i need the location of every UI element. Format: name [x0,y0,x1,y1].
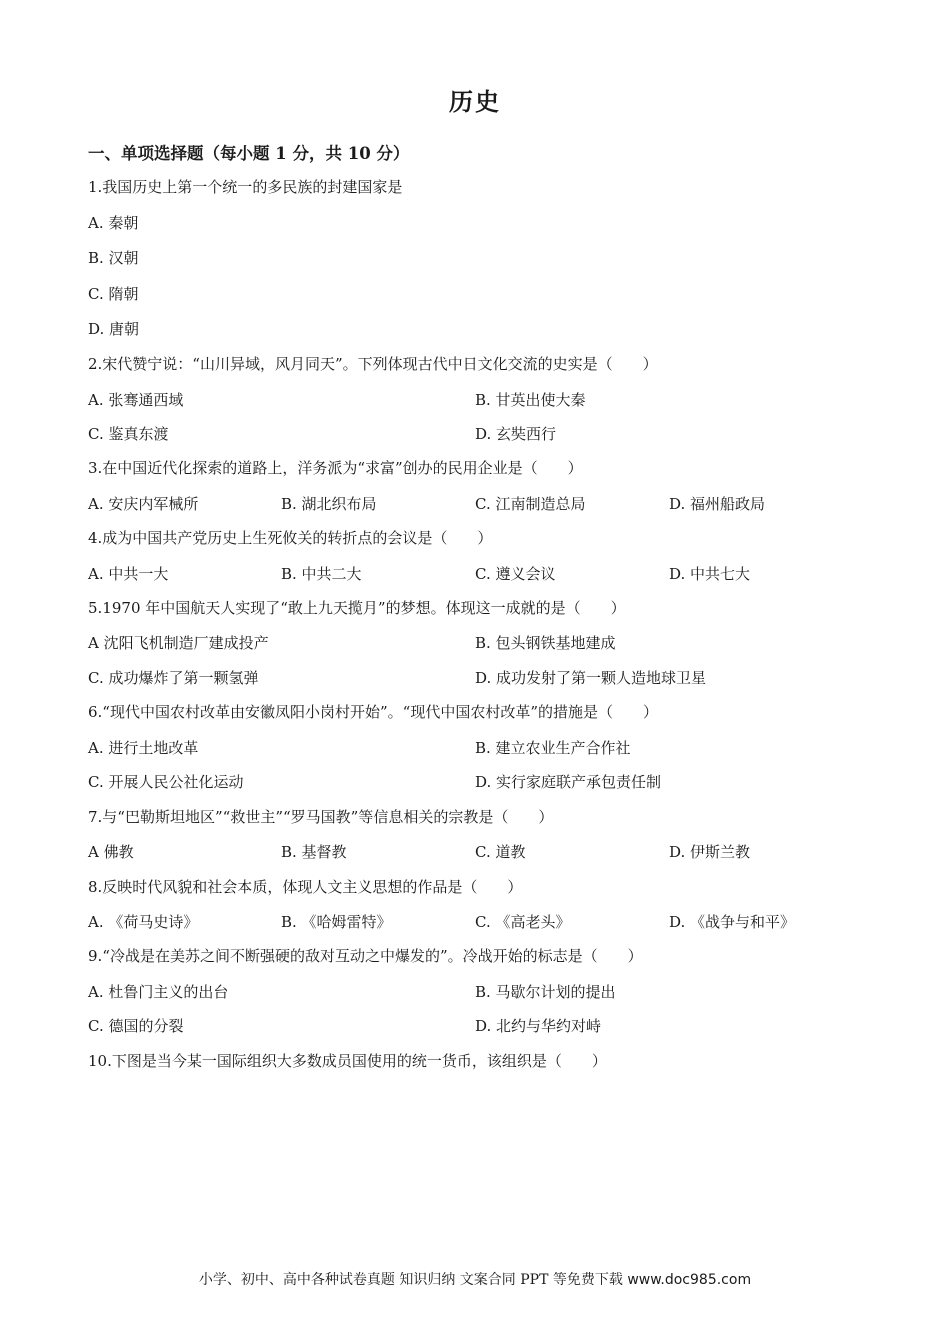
question-stem: 7.与“巴勒斯坦地区”“救世主”“罗马国教”等信息相关的宗教是（ ） [88,808,554,826]
question-stem: 5.1970 年中国航天人实现了“敢上九天揽月”的梦想。体现这一成就的是（ ） [88,599,626,617]
question-option: B. 汉朝 [88,249,139,267]
question-option: B. 湖北织布局 [281,495,377,513]
question-stem: 1.我国历史上第一个统一的多民族的封建国家是 [88,178,403,196]
question-option: B. 甘英出使大秦 [475,391,586,409]
question-stem: 6.“现代中国农村改革由安徽凤阳小岗村开始”。“现代中国农村改革”的措施是（ ） [88,703,658,721]
question-option: C. 德国的分裂 [88,1017,184,1035]
question-stem: 4.成为中国共产党历史上生死攸关的转折点的会议是（ ） [88,529,493,547]
question-option: C. 道教 [475,843,526,861]
question-option: B. 马歇尔计划的提出 [475,983,616,1001]
question-option: C. 鉴真东渡 [88,425,169,443]
question-option: B. 包头钢铁基地建成 [475,634,616,652]
question-option: A 沈阳飞机制造厂建成投产 [88,634,269,652]
footer-text: 小学、初中、高中各种试卷真题 知识归纳 文案合同 PPT 等免费下载 [198,1272,623,1288]
question-option: D. 《战争与和平》 [669,913,796,931]
question-option: B. 中共二大 [281,565,362,583]
question-option: C. 开展人民公社化运动 [88,773,244,791]
question-option: D. 中共七大 [669,565,751,583]
question-option: A. 安庆内军械所 [88,495,199,513]
question-stem: 10.下图是当今某一国际组织大多数成员国使用的统一货币，该组织是（ ） [88,1052,607,1070]
question-option: D. 玄奘西行 [475,425,557,443]
footer-url[interactable]: www.doc985.com [627,1272,752,1288]
question-option: D. 唐朝 [88,320,140,338]
question-stem: 3.在中国近代化探索的道路上，洋务派为“求富”创办的民用企业是（ ） [88,459,583,477]
question-option: D. 福州船政局 [669,495,766,513]
question-option: A. 中共一大 [88,565,169,583]
question-option: D. 北约与华约对峙 [475,1017,602,1035]
page-footer [0,1269,950,1289]
question-option: A. 杜鲁门主义的出台 [88,983,229,1001]
question-option: A. 张骞通西域 [88,391,184,409]
question-option: A 佛教 [88,843,134,861]
question-option: A. 进行土地改革 [88,739,199,757]
question-option: B. 建立农业生产合作社 [475,739,631,757]
question-option: B. 《哈姆雷特》 [281,913,392,931]
question-stem: 8.反映时代风貌和社会本质，体现人文主义思想的作品是（ ） [88,878,523,896]
question-option: B. 基督教 [281,843,347,861]
question-option: C. 《高老头》 [475,913,571,931]
question-option: C. 江南制造总局 [475,495,586,513]
question-stem: 9.“冷战是在美苏之间不断强硬的敌对互动之中爆发的”。冷战开始的标志是（ ） [88,947,643,965]
question-option: C. 成功爆炸了第一颗氢弹 [88,669,259,687]
question-option: A. 《荷马史诗》 [88,913,199,931]
question-option: A. 秦朝 [88,214,139,232]
question-stem: 2.宋代赞宁说：“山川异域，风月同天”。下列体现古代中日文化交流的史实是（ ） [88,355,658,373]
question-option: C. 遵义会议 [475,565,556,583]
question-option: D. 实行家庭联产承包责任制 [475,773,662,791]
question-option: C. 隋朝 [88,285,139,303]
page-title: 历史 [449,87,501,116]
question-option: D. 伊斯兰教 [669,843,751,861]
section-heading: 一、单项选择题（每小题 1 分，共 10 分） [88,144,410,163]
question-option: D. 成功发射了第一颗人造地球卫星 [475,669,707,687]
